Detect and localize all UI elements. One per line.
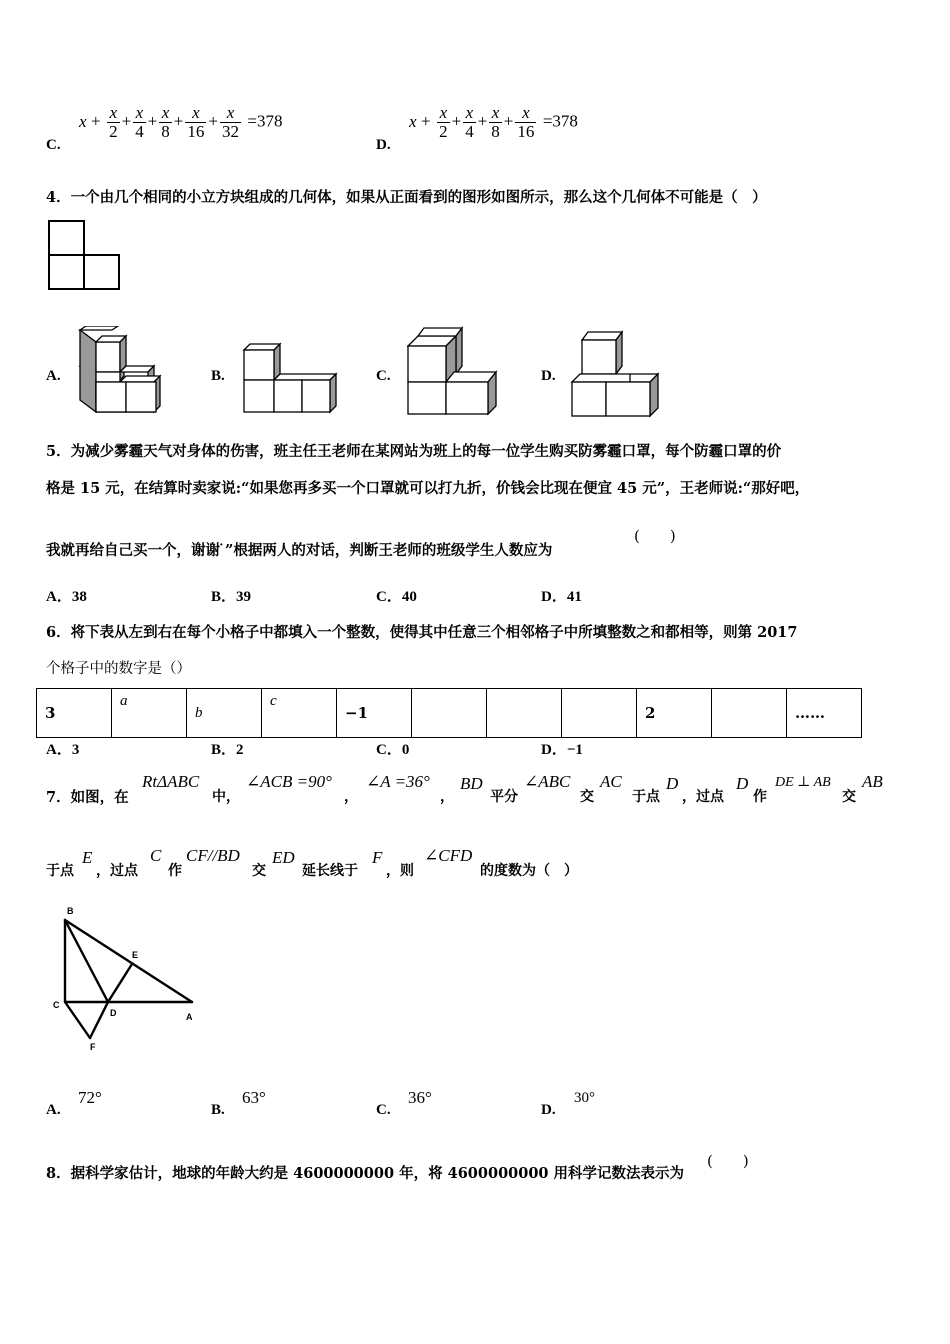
q4-front-view-figure [48,220,122,290]
q7-text: 交 [580,789,594,805]
equation-rhs: =378 [542,111,578,131]
table-row [37,689,862,738]
q4-option-b-label: B. [211,368,225,384]
figure-label-d: D [110,1008,117,1018]
fraction: $\frac{x}{32}$ [221,103,239,141]
q4-text: 4．一个由几个相同的小立方块组成的几何体，如果从正面看到的图形如图所示，那么这个几何体不可能是（ ） [46,189,767,206]
grid-cell: −1 [337,689,412,738]
fraction: $\frac{x}{4}$ [135,103,144,141]
q7-angle-cfd: ∠CFD [424,846,473,865]
q7-bd: BD [460,774,483,793]
q7-text: 作 [168,863,182,879]
q7-angle-abc: ∠ABC [524,772,571,791]
q7-text: ， [344,789,358,805]
fraction: $\frac{x}{2}$ [439,103,448,141]
q5-option-c: C．40 [376,589,417,605]
grid-cell: …… [787,689,862,738]
q7-text: 交 [252,863,266,879]
q7-ed: ED [272,848,295,867]
q7-text: ，则 [386,863,414,879]
grid-cell [712,689,787,738]
q7-triangle: RtΔABC [142,772,200,791]
q7-text: ，过点 [682,789,724,805]
q5-option-d: D．41 [541,589,582,605]
q6-number-grid [36,688,862,738]
q7-point-d: D [736,774,749,793]
q6-option-d: D．−1 [541,742,583,758]
q7-de-perp-ab: DE ⊥ AB [775,775,831,790]
q7-point-c: C [150,846,162,865]
q7-text: 作 [753,789,767,805]
q5-line-3: 我就再给自己买一个，谢谢 ̇”根据两人的对话，判断王老师的班级学生人数应为 [46,542,553,559]
q4-option-a-figure [76,326,166,418]
q5-answer-paren: ( ) [634,527,676,545]
q7-option-b-value: 63° [242,1088,266,1107]
q8-answer-paren: ( ) [707,1152,749,1170]
q7-option-d-label: D. [541,1102,556,1118]
q7-option-a-label: A. [46,1102,61,1118]
q7-lead: 7．如图，在 [46,789,129,806]
q7-text: 的度数为（ ） [480,863,578,879]
fraction: $\frac{x}{16}$ [517,103,535,141]
q7-text: 中， [212,789,240,805]
equation-lead: x [79,111,87,131]
q4-option-d-figure [570,330,664,420]
grid-cell: b [187,689,262,738]
q7-text: ，过点 [96,863,138,879]
q6-line-1: 6．将下表从左到右在每个小格子中都填入一个整数，使得其中任意三个相邻格子中所填整数之和都相等，则第 2017 [46,624,798,641]
figure-label-e: E [132,950,139,960]
q7-cf-parallel-bd: CF//BD [186,846,240,865]
grid-cell [412,689,487,738]
q7-point-f: F [372,848,383,867]
q6-option-b: B．2 [211,742,244,758]
grid-cell: 3 [37,689,112,738]
q6-option-a: A．3 [46,742,80,758]
figure-label-a: A [186,1012,193,1022]
equation-rhs: =378 [247,111,283,131]
grid-cell: c [262,689,337,738]
grid-cell: a [112,689,187,738]
equation-lead: x [409,111,417,131]
figure-label-b: B [67,906,74,916]
grid-cell: 2 [637,689,712,738]
fraction: $\frac{x}{2}$ [109,103,118,141]
q7-point-d: D [666,774,679,793]
fraction: $\frac{x}{8}$ [161,103,170,141]
q7-angle-acb: ∠ACB =90° [246,772,332,791]
q5-line-2: 格是 15 元，在结算时卖家说:“如果您再多买一个口罩就可以打九折，价钱会比现在便宜 45 元”，王老师说:“那好吧， [46,480,810,497]
q4-option-b-figure [240,340,344,418]
q4-option-c-figure [404,326,500,418]
q7-option-c-label: C. [376,1102,391,1118]
fraction: $\frac{x}{8}$ [491,103,500,141]
q7-text: 于点 [632,789,660,805]
q4-option-c-label: C. [376,368,391,384]
q4-option-d-label: D. [541,368,556,384]
option-label: D. [376,136,391,153]
q7-angle-a: ∠A =36° [366,772,430,791]
fraction: $\frac{x}{16}$ [187,103,205,141]
q7-point-e: E [82,848,93,867]
q7-option-a-value: 72° [78,1088,102,1107]
q7-option-c-value: 36° [408,1088,432,1107]
q3-option-d: D. x + $\frac{x}{2}$ + $\frac{x}{4}$ + $\frac{x}{8}$ + $\frac{x}{16}$ =378 [376,103,578,153]
fraction: $\frac{x}{4}$ [465,103,474,141]
q7-text: 延长线于 [302,863,358,879]
q7-text: 于点 [46,863,74,879]
grid-cell [562,689,637,738]
q7-triangle-figure [50,900,210,1056]
q7-ab: AB [862,772,883,791]
q5-line-1: 5．为减少雾霾天气对身体的伤害，班主任王老师在某网站为班上的每一位学生购买防雾霾口罩，每个防霾口罩的价 [46,443,782,460]
q3-option-c: C. x + $\frac{x}{2}$ + $\frac{x}{4}$ + $\frac{x}{8}$ + $\frac{x}{16}$ + $\frac{x}{32}$ =378 [46,103,283,153]
q8-text: 8．据科学家估计，地球的年龄大约是 4600000000 年，将 4600000000 用科学记数法表示为 [46,1165,685,1182]
figure-label-c: C [53,1000,60,1010]
q7-option-b-label: B. [211,1102,225,1118]
q6-line-2: 个格子中的数字是（） [46,661,191,677]
option-label: C. [46,136,61,153]
q7-text: 平分 [490,789,518,805]
q4-option-a-label: A. [46,368,61,384]
q6-option-c: C．0 [376,742,410,758]
grid-cell [487,689,562,738]
q5-option-a: A．38 [46,589,87,605]
q7-ac: AC [600,772,622,791]
q7-option-d-value: 30° [574,1090,595,1106]
q7-text: 交 [842,789,856,805]
q7-text: ， [440,789,454,805]
figure-label-f: F [90,1042,96,1052]
q5-option-b: B．39 [211,589,252,605]
